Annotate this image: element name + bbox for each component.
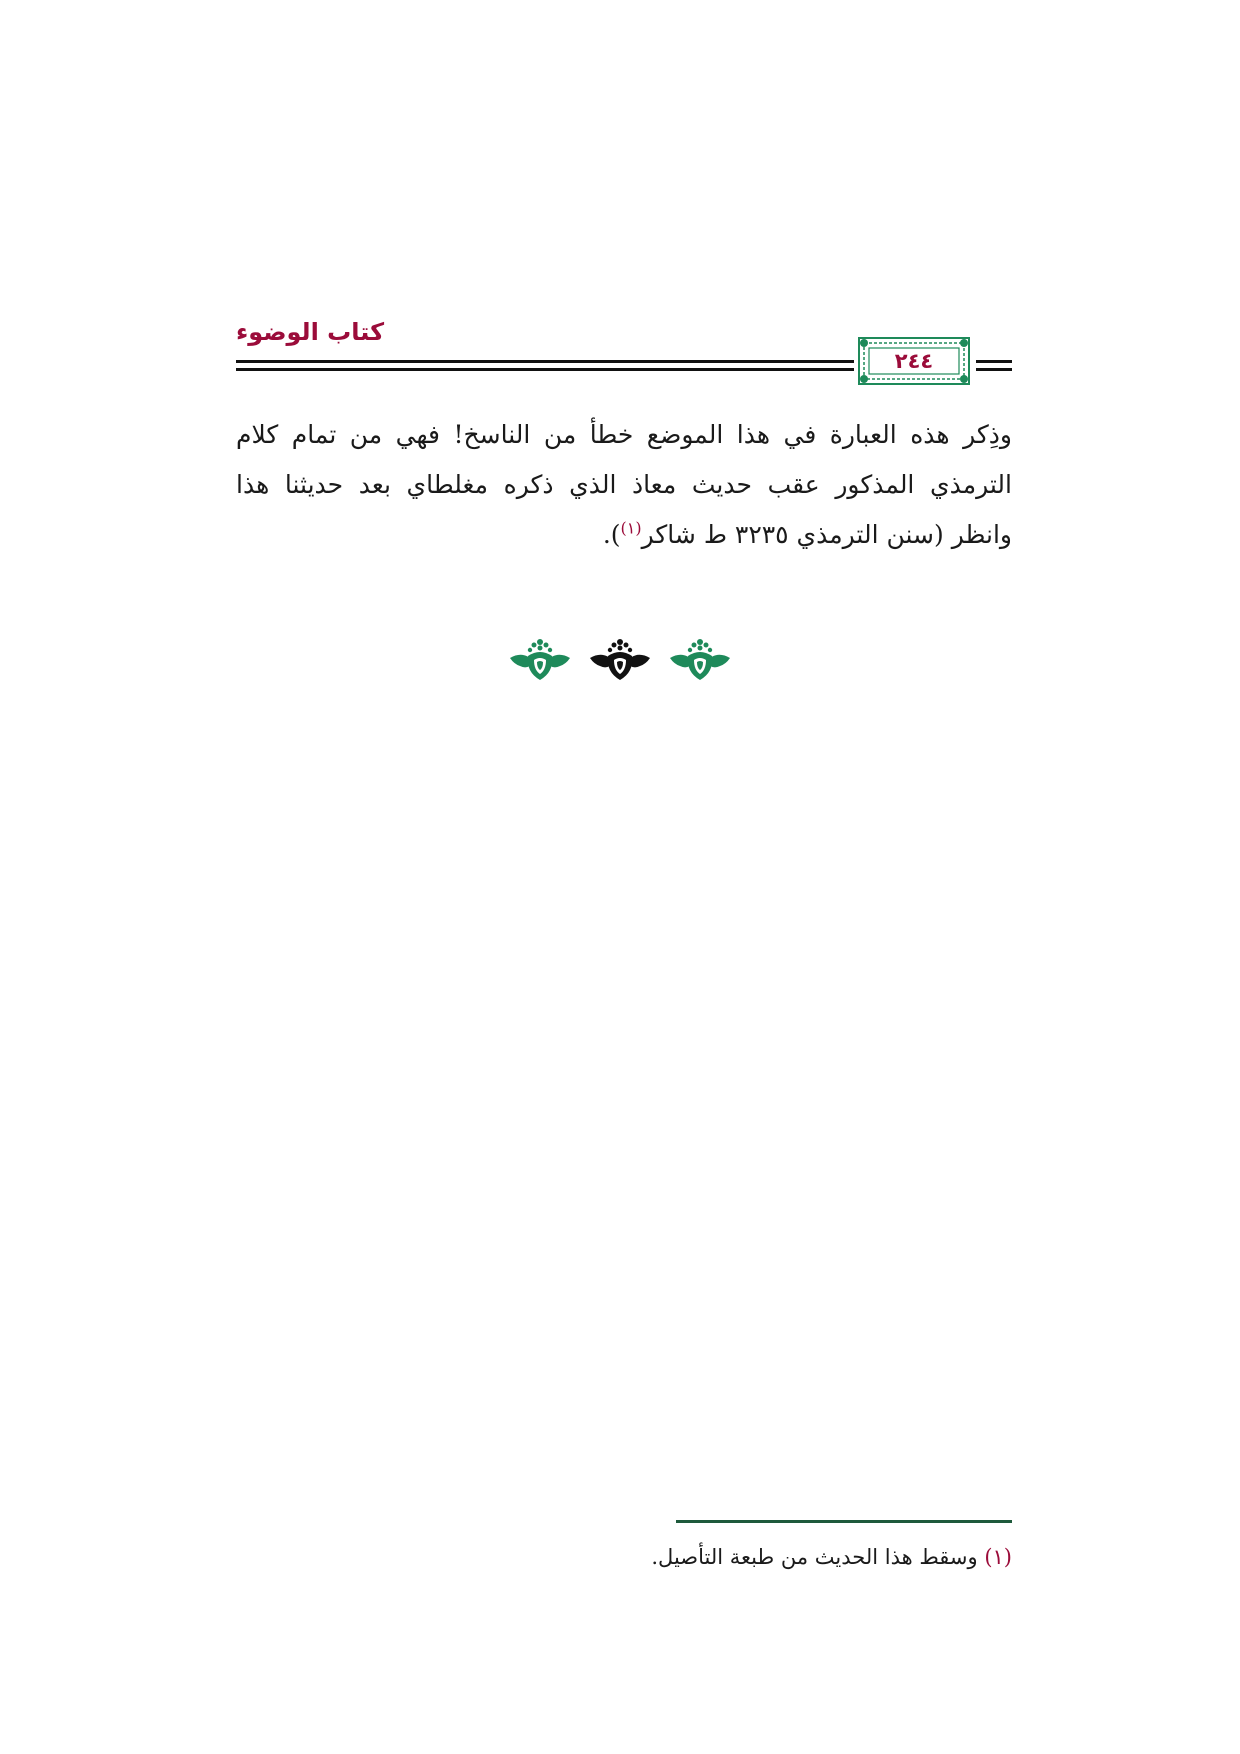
running-head: كتاب الوضوء <box>236 318 385 346</box>
body-paragraph <box>236 410 1012 560</box>
body-line-end: ). <box>602 520 621 549</box>
body-line-last <box>236 510 1012 560</box>
body-line: الترمذي المذكور عقب حديث معاذ الذي ذكره مغلطاي بعد حديثنا هذا <box>236 470 1012 499</box>
section-divider-ornaments <box>0 636 1240 696</box>
footnote-reference[interactable]: (١) <box>620 518 642 538</box>
footnote <box>236 1540 1012 1574</box>
floral-ornament-icon <box>508 636 572 682</box>
page-number: ٢٤٤ <box>894 349 934 373</box>
floral-ornament-icon <box>588 636 652 682</box>
header-rule <box>236 349 1012 392</box>
page-number-badge <box>858 337 970 385</box>
footnote-number: (١) <box>984 1545 1012 1569</box>
footnote-separator <box>676 1520 1012 1523</box>
header-double-rule-long <box>236 360 854 372</box>
header-double-rule-short <box>976 360 1012 372</box>
body-line-text: وانظر (سنن الترمذي ٣٢٣٥ ط شاكر <box>641 520 1012 549</box>
body-line: وذِكر هذه العبارة في هذا الموضع خطأ من الناسخ! فهي من تمام كلام <box>236 420 1012 449</box>
floral-ornament-icon <box>668 636 732 682</box>
footnote-text: وسقط هذا الحديث من طبعة التأصيل. <box>651 1545 985 1569</box>
